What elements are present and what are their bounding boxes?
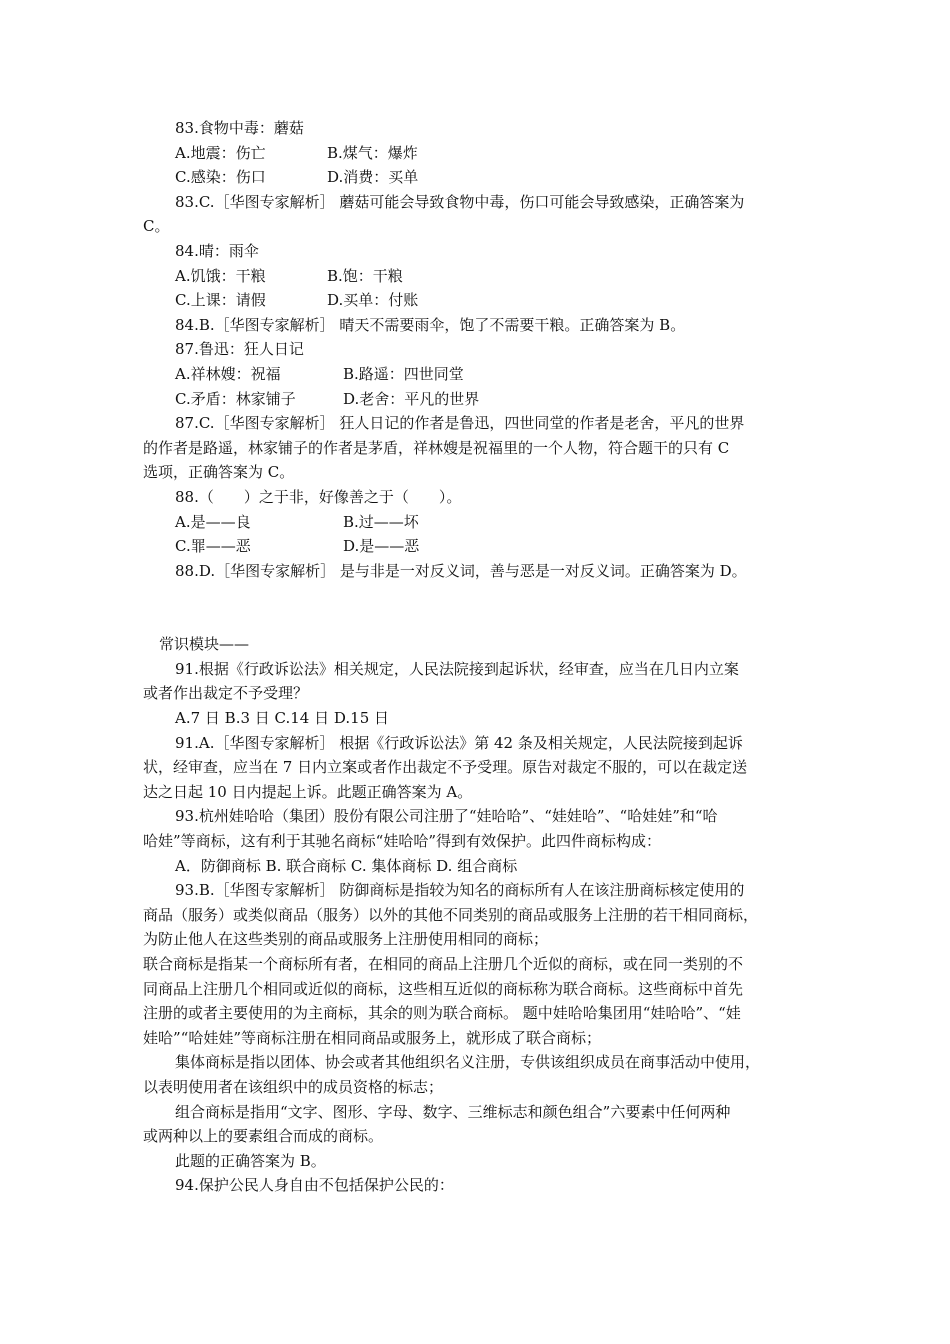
option-a: A.是——良 xyxy=(175,512,251,531)
option-d: D.买单：付账 xyxy=(327,291,419,310)
question-87-options-cd xyxy=(143,387,810,412)
question-84-stem: 84.晴：雨伞 xyxy=(175,241,259,260)
question-84-options-ab xyxy=(143,264,810,289)
option-d: D.是——恶 xyxy=(343,537,420,556)
section-heading: 常识模块—— xyxy=(159,635,250,654)
question-88-options-cd xyxy=(143,534,810,559)
option-c: C.上课：请假 xyxy=(175,291,266,310)
question-91-stem-line2: 或者作出裁定不予受理？ xyxy=(143,684,309,703)
document-page xyxy=(143,116,810,1198)
joint-mark-line1: 联合商标是指某一个商标所有者，在相同的商品上注册几个近似的商标，或在同一类别的不 xyxy=(143,955,744,973)
option-b: B.过——坏 xyxy=(343,512,419,531)
option-a: A.饥饿：干粮 xyxy=(175,266,266,285)
question-91-stem-line1: 91.根据《行政诉讼法》相关规定，人民法院接到起诉状，经审查，应当在几日内立案 xyxy=(175,659,739,678)
question-83-stem: 83.食物中毒：蘑菇 xyxy=(175,119,304,137)
option-c: C.罪——恶 xyxy=(175,537,251,556)
option-c: C.感染：伤口 xyxy=(175,168,266,187)
question-87-options-ab xyxy=(143,362,810,387)
combined-mark-line1: 组合商标是指用“文字、图形、字母、数字、三维标志和颜色组合”六要素中任何两种 xyxy=(175,1102,731,1121)
option-b: B.饱：干粮 xyxy=(327,266,403,285)
question-84-options-cd xyxy=(143,288,810,313)
collective-mark-line1: 集体商标是指以团体、协会或者其他组织名义注册，专供该组织成员在商事活动中使用， xyxy=(175,1053,761,1072)
option-b: B.煤气：爆炸 xyxy=(327,143,418,162)
question-83-options-ab xyxy=(143,141,810,166)
option-d: D.老舍：平凡的世界 xyxy=(343,389,480,408)
joint-mark-line4: 娃哈”“哈娃娃”等商标注册在相同商品或服务上，就形成了联合商标； xyxy=(143,1028,602,1047)
option-a: A.地震：伤亡 xyxy=(175,143,266,162)
question-93-options: A．防御商标 B. 联合商标 C. 集体商标 D. 组合商标 xyxy=(175,856,518,875)
joint-mark-line2: 同商品上注册几个相同或近似的商标，这些相互近似的商标称为联合商标。这些商标中首先 xyxy=(143,979,744,998)
answer-93-final: 此题的正确答案为 B。 xyxy=(175,1151,326,1170)
question-94-stem: 94.保护公民人身自由不包括保护公民的： xyxy=(175,1176,454,1195)
answer-91-line2: 状，经审查，应当在 7 日内立案或者作出裁定不予受理。原告对裁定不服的，可以在裁定送 xyxy=(143,758,748,777)
answer-93-line3: 为防止他人在这些类别的商品或服务上注册使用相同的商标； xyxy=(143,930,549,949)
option-c: C.矛盾：林家铺子 xyxy=(175,389,296,408)
option-b: B.路遥：四世同堂 xyxy=(343,364,464,383)
answer-87-line3: 选项，正确答案为 C。 xyxy=(143,463,295,482)
question-91-options: A.7 日 B.3 日 C.14 日 D.15 日 xyxy=(175,709,389,728)
answer-91-line1: 91.A.［华图专家解析］ 根据《行政诉讼法》第 42 条及相关规定，人民法院接到起诉 xyxy=(175,733,743,752)
question-93-stem-line1: 93.杭州娃哈哈（集团）股份有限公司注册了“娃哈哈”、“娃娃哈”、“哈娃娃”和“哈 xyxy=(175,807,718,826)
option-a: A.祥林嫂：祝福 xyxy=(175,364,281,383)
answer-88: 88.D.［华图专家解析］ 是与非是一对反义词，善与恶是一对反义词。正确答案为 D。 xyxy=(175,561,747,580)
option-d: D.消费：买单 xyxy=(327,168,419,187)
question-88-options-ab xyxy=(143,510,810,535)
joint-mark-line3: 注册的或者主要使用的为主商标，其余的则为联合商标。 题中娃哈哈集团用“娃哈哈”、“娃 xyxy=(143,1004,741,1023)
question-87-stem: 87.鲁迅：狂人日记 xyxy=(175,340,304,359)
answer-83-line2: C。 xyxy=(143,217,170,236)
answer-93-line1: 93.B.［华图专家解析］ 防御商标是指较为知名的商标所有人在该注册商标核定使用的 xyxy=(175,881,745,900)
answer-91-line3: 达之日起 10 日内提起上诉。此题正确答案为 A。 xyxy=(143,782,473,801)
question-93-stem-line2: 哈娃”等商标，这有利于其驰名商标“娃哈哈”得到有效保护。此四件商标构成： xyxy=(143,832,662,851)
question-88-stem: 88.（ ）之于非，好像善之于（ ）。 xyxy=(175,487,462,506)
answer-83-line1: 83.C.［华图专家解析］ 蘑菇可能会导致食物中毒，伤口可能会导致感染，正确答案为 xyxy=(175,192,745,211)
question-83-options-cd xyxy=(143,165,810,190)
combined-mark-line2: 或两种以上的要素组合而成的商标。 xyxy=(143,1127,384,1146)
section-gap xyxy=(143,583,810,632)
collective-mark-line2: 以表明使用者在该组织中的成员资格的标志； xyxy=(143,1077,444,1096)
answer-87-line1: 87.C.［华图专家解析］ 狂人日记的作者是鲁迅，四世同堂的作者是老舍，平凡的世界 xyxy=(175,414,745,433)
answer-87-line2: 的作者是路遥，林家铺子的作者是茅盾，祥林嫂是祝福里的一个人物，符合题干的只有 C xyxy=(143,438,730,457)
answer-93-line2: 商品（服务）或类似商品（服务）以外的其他不同类别的商品或服务上注册的若干相同商标， xyxy=(143,905,759,924)
answer-84: 84.B.［华图专家解析］ 晴天不需要雨伞，饱了不需要干粮。正确答案为 B。 xyxy=(175,315,686,334)
